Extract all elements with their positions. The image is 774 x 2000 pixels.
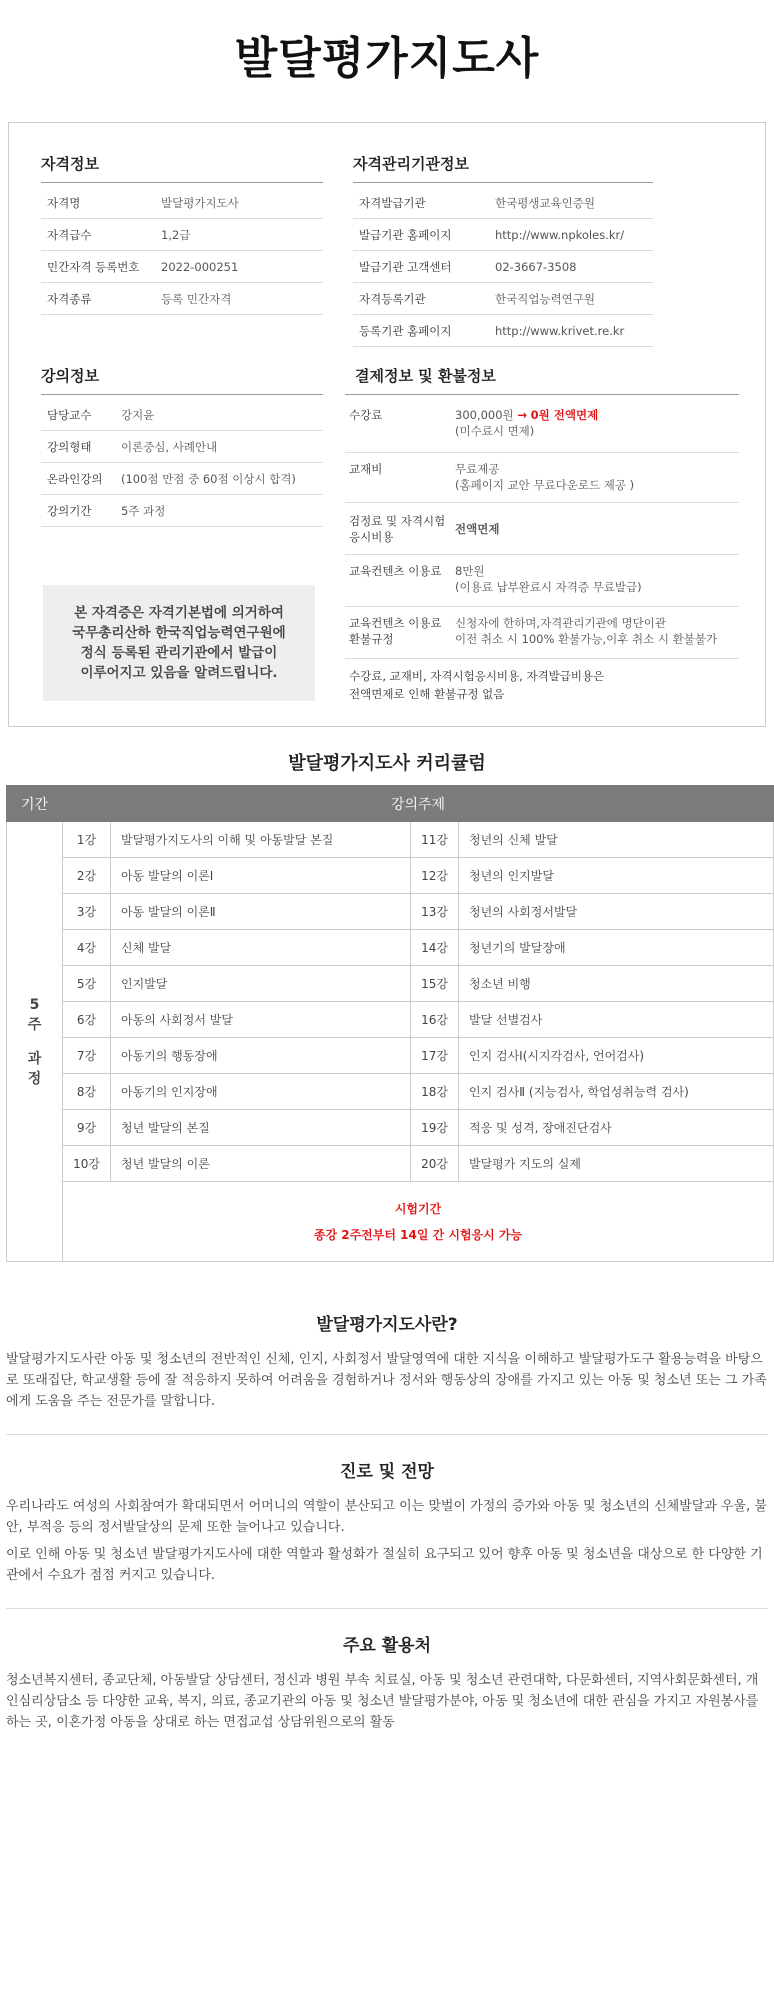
lecture-info-key: 강의기간 [47, 503, 92, 518]
tuition-note: (미수료시 면제) [455, 424, 535, 438]
article-definition [0, 1310, 774, 1412]
arrow-icon: → [517, 408, 527, 422]
org-info-section [353, 153, 653, 347]
lecture-number: 9강 [63, 1110, 111, 1146]
material-value [455, 461, 739, 494]
notice-line: 본 자격증은 자격기본법에 의거하여 [74, 605, 284, 621]
org-info-value: 한국직업능력연구원 [495, 291, 595, 306]
lecture-title: 청년 발달의 이론 [111, 1146, 411, 1182]
article-title: 발달평가지도사란? [316, 1315, 458, 1335]
period-line: 과 [27, 1050, 42, 1067]
qual-info-row [41, 283, 323, 315]
lecture-number: 4강 [63, 930, 111, 966]
table-row [7, 858, 774, 894]
content-fee-value [455, 563, 739, 598]
qual-info-key: 자격급수 [47, 227, 92, 242]
exam-period-cell [63, 1182, 774, 1262]
org-info-value: 02-3667-3508 [495, 259, 577, 274]
qual-info-key: 자격명 [47, 195, 81, 210]
qual-info-title: 자격정보 [41, 153, 323, 183]
period-line: 정 [27, 1070, 42, 1087]
lecture-number: 15강 [411, 966, 459, 1002]
lecture-number: 2강 [63, 858, 111, 894]
curriculum-title: 발달평가지도사 커리큘럼 [288, 753, 486, 774]
lecture-title: 인지발달 [111, 966, 411, 1002]
article-paragraph: 우리나라도 여성의 사회참여가 확대되면서 어머니의 역할이 분산되고 이는 맞벌이 가정의 증가와 아동 및 청소년의 신체발달과 우울, 불안, 부적응 등의 정서발달상의 문제 또한 늘어나고 있습니다. [6, 1499, 767, 1535]
org-homepage-link[interactable]: http://www.npkoles.kr/ [495, 227, 625, 242]
org-info-row [353, 187, 653, 219]
period-line: 5 [29, 996, 40, 1013]
payment-note-line: 전액면제로 인해 환불규정 없음 [349, 687, 505, 701]
refund-row [345, 607, 739, 659]
table-row [7, 894, 774, 930]
org-info-row [353, 219, 653, 251]
period-spacer [7, 1035, 62, 1049]
exam-row [7, 1182, 774, 1262]
divider [6, 1608, 768, 1609]
lecture-title: 청년 발달의 본질 [111, 1110, 411, 1146]
lecture-info-value: 강지윤 [121, 407, 155, 422]
tuition-row [345, 399, 739, 453]
org-info-key: 자격등록기관 [359, 291, 426, 306]
lecture-info-row [41, 463, 323, 495]
lecture-number: 14강 [411, 930, 459, 966]
qual-info-row [41, 251, 323, 283]
lecture-title: 아동 발달의 이론Ⅱ [111, 894, 411, 930]
refund-value [455, 615, 739, 650]
lecture-title: 적응 및 성격, 장애진단검사 [459, 1110, 774, 1146]
table-row [7, 1074, 774, 1110]
qual-info-value: 등록 민간자격 [161, 291, 232, 306]
lecture-title: 청년기의 발달장애 [459, 930, 774, 966]
org-info-row [353, 283, 653, 315]
article-title: 주요 활용처 [342, 1636, 432, 1656]
lecture-number: 6강 [63, 1002, 111, 1038]
notice-line: 이루어지고 있음을 알려드립니다. [80, 665, 278, 681]
org-info-key: 발급기관 고객센터 [359, 259, 452, 274]
header-period: 기간 [7, 786, 63, 822]
refund-line: 신청자에 한하며,자격관리기관에 명단이관 [455, 616, 666, 630]
refund-key-line: 환불규정 [349, 632, 394, 646]
tuition-price: 300,000원 [455, 408, 514, 422]
lecture-title: 아동기의 행동장애 [111, 1038, 411, 1074]
lecture-info-section [41, 365, 323, 527]
material-row [345, 453, 739, 503]
lecture-info-key: 온라인강의 [47, 471, 103, 486]
lecture-info-key: 담당교수 [47, 407, 92, 422]
content-fee-key: 교육컨텐츠 이용료 [349, 564, 442, 578]
lecture-number: 5강 [63, 966, 111, 1002]
article-career [0, 1457, 774, 1586]
table-row [7, 1038, 774, 1074]
lecture-title: 발달 선별검사 [459, 1002, 774, 1038]
lecture-number: 1강 [63, 822, 111, 858]
lecture-title: 발달평가 지도의 실제 [459, 1146, 774, 1182]
lecture-number: 8강 [63, 1074, 111, 1110]
org-info-key: 자격발급기관 [359, 195, 426, 210]
table-row [7, 1110, 774, 1146]
org-info-row [353, 251, 653, 283]
period-line: 주 [27, 1016, 42, 1033]
notice-line: 국무총리산하 한국직업능력연구원에 [72, 625, 286, 641]
lecture-info-row [41, 431, 323, 463]
lecture-number: 13강 [411, 894, 459, 930]
qual-info-value: 2022-000251 [161, 259, 239, 274]
qual-info-value: 발달평가지도사 [161, 195, 239, 210]
payment-title: 결제정보 및 환불정보 [345, 365, 739, 395]
material-free: 무료제공 [455, 462, 500, 476]
refund-line: 이전 취소 시 100% 환불가능,이후 취소 시 환불불가 [455, 632, 718, 646]
lecture-info-title: 강의정보 [41, 365, 323, 395]
exam-period-label: 시험기간 [394, 1201, 442, 1216]
lecture-number: 3강 [63, 894, 111, 930]
exam-fee-key-line: 검정료 및 자격시험 [349, 513, 446, 528]
payment-note-line: 수강료, 교재비, 자격시험응시비용, 자격발급비용은 [349, 669, 605, 683]
lecture-number: 19강 [411, 1110, 459, 1146]
exam-fee-key-line: 응시비용 [349, 529, 394, 544]
material-note: (홈페이지 교안 무료다운로드 제공 ) [455, 478, 635, 492]
lecture-number: 12강 [411, 858, 459, 894]
payment-note [345, 659, 739, 711]
lecture-number: 17강 [411, 1038, 459, 1074]
table-row [7, 966, 774, 1002]
lecture-number: 20강 [411, 1146, 459, 1182]
lecture-title: 인지 검사Ⅰ(시지각검사, 언어검사) [459, 1038, 774, 1074]
header-subject: 강의주제 [63, 786, 774, 822]
article-paragraph: 청소년복지센터, 종교단체, 아동발달 상담센터, 정신과 병원 부속 치료실, 아동 및 청소년 관련대학, 다문화센터, 지역사회문화센터, 개인심리상담소 등 다양한 교육, 복지, 의료, 종교기관의 아동 및 청소년 발달평가분야, 아동 및 청소년에 대한 관심을 가지고 자원봉사를 하는 곳, 이혼가정 아동을 상대로 하는 면접교섭 상담위원으로의 활동 [6, 1673, 759, 1730]
lecture-title: 아동의 사회정서 발달 [111, 1002, 411, 1038]
article-title: 진로 및 전망 [340, 1462, 434, 1482]
lecture-title: 인지 검사Ⅱ (지능검사, 학업성취능력 검사) [459, 1074, 774, 1110]
lecture-info-key: 강의형태 [47, 439, 92, 454]
qual-info-key: 민간자격 등록번호 [47, 259, 140, 274]
lecture-title: 청소년 비행 [459, 966, 774, 1002]
qual-info-section [41, 153, 323, 315]
org-info-row [353, 315, 653, 347]
lecture-number: 10강 [63, 1146, 111, 1182]
lecture-title: 아동 발달의 이론Ⅰ [111, 858, 411, 894]
tuition-key: 수강료 [349, 408, 383, 422]
material-key: 교재비 [349, 462, 383, 476]
lecture-info-value: (100점 만점 중 60점 이상시 합격) [121, 471, 296, 486]
refund-key-line: 교육컨텐츠 이용료 [349, 616, 442, 630]
lecture-number: 11강 [411, 822, 459, 858]
lecture-number: 16강 [411, 1002, 459, 1038]
org-info-key: 발급기관 홈페이지 [359, 227, 452, 242]
lecture-title: 발달평가지도사의 이해 및 아동발달 본질 [111, 822, 411, 858]
payment-section [345, 365, 739, 711]
content-fee-note: (이용료 납부완료시 자격증 무료발급) [455, 580, 642, 594]
curriculum-table [6, 785, 774, 1262]
lecture-info-row [41, 399, 323, 431]
table-row [7, 930, 774, 966]
table-row [7, 822, 774, 858]
registry-homepage-link[interactable]: http://www.krivet.re.kr [495, 323, 625, 338]
lecture-number: 18강 [411, 1074, 459, 1110]
lecture-title: 청년의 사회정서발달 [459, 894, 774, 930]
lecture-title: 청년의 신체 발달 [459, 822, 774, 858]
qual-info-row [41, 219, 323, 251]
article-usage [0, 1631, 774, 1733]
table-header [7, 786, 774, 822]
refund-key [345, 615, 455, 650]
divider [6, 1434, 768, 1435]
lecture-number: 7강 [63, 1038, 111, 1074]
lecture-info-row [41, 495, 323, 527]
article-paragraph: 발달평가지도사란 아동 및 청소년의 전반적인 신체, 인지, 사회정서 발달영역에 대한 지식을 이해하고 발달평가도구 활용능력을 바탕으로 또래집단, 학교생활 등에 잘 적응하지 못하여 어려움을 경험하거나 정서와 행동상의 장애를 가지고 있는 아동 및 청소년 또는 그 가족에게 도움을 주는 전문가를 말합니다. [6, 1352, 767, 1409]
notice-line: 정식 등록된 관리기관에서 발급이 [80, 645, 278, 661]
lecture-title: 신체 발달 [111, 930, 411, 966]
qual-info-value: 1,2급 [161, 227, 191, 242]
exam-fee-key [345, 513, 455, 545]
qual-info-row [41, 187, 323, 219]
exam-fee-row [345, 503, 739, 555]
period-cell [7, 822, 63, 1262]
org-info-value: 한국평생교육인증원 [495, 195, 595, 210]
tuition-value [455, 407, 739, 444]
article-paragraph: 이로 인해 아동 및 청소년 발달평가지도사에 대한 역할과 활성화가 절실히 요구되고 있어 향후 아동 및 청소년을 대상으로 한 다양한 기관에서 수요가 점점 커지고 있습니다. [6, 1547, 763, 1583]
content-fee-amount: 8만원 [455, 564, 485, 578]
org-info-key: 등록기관 홈페이지 [359, 323, 452, 338]
exam-fee-value: 전액면제 [455, 521, 500, 536]
org-info-title: 자격관리기관정보 [353, 153, 653, 183]
lecture-info-value: 이론중심, 사례안내 [121, 439, 218, 454]
page-title: 발달평가지도사 [234, 33, 540, 84]
table-row [7, 1002, 774, 1038]
lecture-title: 아동기의 인지장애 [111, 1074, 411, 1110]
lecture-title: 청년의 인지발달 [459, 858, 774, 894]
content-fee-row [345, 555, 739, 607]
qual-info-key: 자격종류 [47, 291, 92, 306]
lecture-info-value: 5주 과정 [121, 503, 166, 518]
tuition-free: 0원 전액면제 [530, 408, 599, 422]
table-row [7, 1146, 774, 1182]
certification-notice [43, 585, 315, 701]
info-box [8, 122, 766, 727]
exam-period-desc: 종강 2주전부터 14일 간 시험응시 가능 [313, 1227, 523, 1242]
